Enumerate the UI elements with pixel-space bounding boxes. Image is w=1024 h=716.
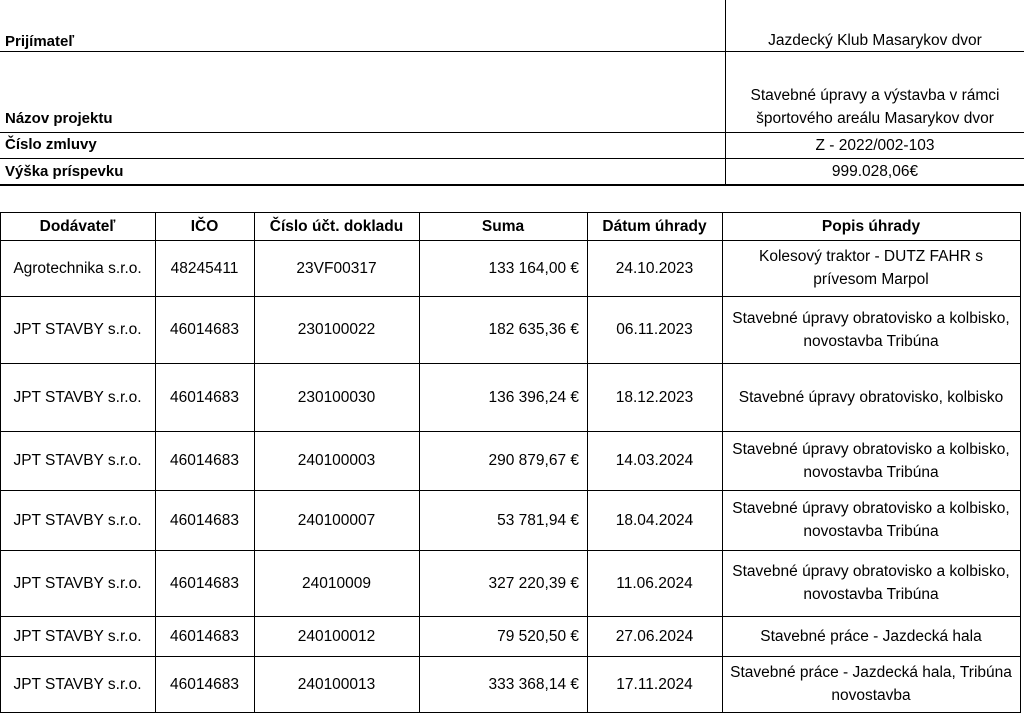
description-cell: Stavebné úpravy obratovisko a kolbisko, novostavba Tribúna <box>732 500 1010 540</box>
description-cell: Stavebné úpravy obratovisko a kolbisko, novostavba Tribúna <box>732 440 1010 481</box>
grid-line <box>0 184 1024 186</box>
date-header: Dátum úhrady <box>602 217 707 235</box>
sum-cell: 136 396,24 € <box>488 388 579 406</box>
amount-value: 999.028,06€ <box>831 163 919 180</box>
project-value: Stavebné úpravy a výstavba v rámci športového areálu Masarykov dvor <box>750 87 1000 127</box>
supplier-cell: Agrotechnika s.r.o. <box>13 259 142 277</box>
date-cell: 11.06.2024 <box>616 574 693 592</box>
ico-cell: 46014683 <box>170 627 239 645</box>
description-cell: Stavebné úpravy obratovisko a kolbisko, novostavba Tribúna <box>732 309 1010 350</box>
supplier-cell: JPT STAVBY s.r.o. <box>13 388 142 406</box>
grid-line <box>0 132 1024 133</box>
description-header: Popis úhrady <box>821 217 921 235</box>
supplier-header: Dodávateľ <box>39 217 116 235</box>
description-cell: Stavebné úpravy obratovisko a kolbisko, novostavba Tribúna <box>732 563 1010 603</box>
date-cell: 17.11.2024 <box>616 675 693 693</box>
doc-number-cell: 240100012 <box>297 627 376 645</box>
doc-number-cell: 230100030 <box>297 388 376 406</box>
supplier-cell: JPT STAVBY s.r.o. <box>13 321 142 338</box>
date-cell: 14.03.2024 <box>615 452 694 469</box>
ico-cell: 46014683 <box>170 511 239 529</box>
date-cell: 27.06.2024 <box>615 627 694 645</box>
sum-cell: 53 781,94 € <box>497 511 579 529</box>
recipient-label: Prijímateľ <box>5 33 75 50</box>
supplier-cell: JPT STAVBY s.r.o. <box>13 574 142 592</box>
doc-number-cell: 24010009 <box>302 574 371 592</box>
contract-label: Číslo zmluvy <box>5 136 97 153</box>
date-cell: 24.10.2023 <box>615 259 694 277</box>
ico-cell: 46014683 <box>170 388 239 406</box>
doc-number-cell: 23VF00317 <box>296 259 377 277</box>
date-cell: 06.11.2023 <box>616 321 693 338</box>
ico-cell: 46014683 <box>170 452 239 469</box>
sum-cell: 79 520,50 € <box>497 627 579 645</box>
doc-number-cell: 240100013 <box>297 675 376 693</box>
recipient-value: Jazdecký Klub Masarykov dvor <box>768 32 982 49</box>
ico-cell: 46014683 <box>170 574 239 592</box>
ico-cell: 46014683 <box>170 675 239 693</box>
project-label: Názov projektu <box>5 110 113 127</box>
sum-header: Suma <box>481 217 525 235</box>
sum-cell: 327 220,39 € <box>488 574 579 592</box>
description-cell: Stavebné práce - Jazdecká hala <box>760 627 982 645</box>
grid-line <box>0 712 1021 713</box>
grid-line <box>0 158 1024 159</box>
sum-cell: 333 368,14 € <box>488 675 579 693</box>
description-cell: Stavebné úpravy obratovisko, kolbisko <box>738 388 1004 406</box>
doc-number-cell: 240100003 <box>297 452 376 469</box>
doc-number-cell: 240100007 <box>297 511 376 529</box>
doc-number-header: Číslo účt. dokladu <box>269 217 404 235</box>
sum-cell: 182 635,36 € <box>488 321 579 338</box>
sum-cell: 133 164,00 € <box>488 259 579 277</box>
date-cell: 18.12.2023 <box>615 388 694 406</box>
description-cell: Stavebné práce - Jazdecká hala, Tribúna novostavba <box>730 664 1012 704</box>
contract-value: Z - 2022/002-103 <box>815 137 935 154</box>
grid-line <box>1020 212 1021 712</box>
description-cell: Kolesový traktor - DUTZ FAHR s prívesom Marpol <box>759 248 983 288</box>
supplier-cell: JPT STAVBY s.r.o. <box>13 675 142 693</box>
ico-cell: 48245411 <box>170 259 239 277</box>
date-cell: 18.04.2024 <box>615 511 694 529</box>
sum-cell: 290 879,67 € <box>488 452 579 469</box>
supplier-cell: JPT STAVBY s.r.o. <box>13 627 142 645</box>
doc-number-cell: 230100022 <box>297 321 376 338</box>
supplier-cell: JPT STAVBY s.r.o. <box>13 452 142 469</box>
supplier-cell: JPT STAVBY s.r.o. <box>13 511 142 529</box>
amount-label: Výška príspevku <box>5 163 124 180</box>
ico-header: IČO <box>190 217 219 235</box>
ico-cell: 46014683 <box>170 321 239 338</box>
